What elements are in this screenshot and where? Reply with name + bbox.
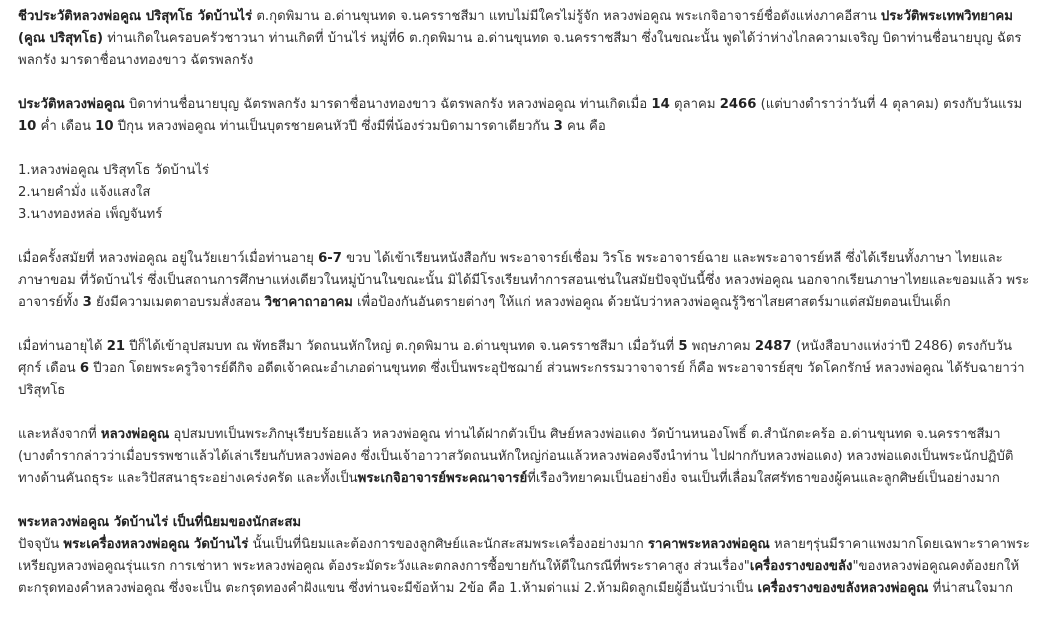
text-segment: ต.กุดพิมาน อ.ด่านขุนทด จ.นครราชสีมา แทบไม่มีใครไม่รู้จัก หลวงพ่อคูณ พระเกจิอาจารย์ชื่อดังแห่งภาคอีสาน — [252, 9, 881, 24]
list-item: 1.หลวงพ่อคูณ ปริสุทโธ วัดบ้านไร่ — [18, 163, 210, 178]
text-segment: ที่เรืองวิทยาคมเป็นอย่างยิ่ง จนเป็นที่เลื่อมใสศรัทธาของผู้คนและลูกศิษย์เป็นอย่างมาก — [527, 471, 1000, 486]
text-segment: ท่านเกิดในครอบครัวชาวนา ท่านเกิดที่ บ้านไร่ หมู่ที่6 ต.กุดพิมาน อ.ด่านขุนทด จ.นครราชสีมา ซึ่งในขณะนั้น พูดได้ว่าห่างไกลความเจริญ บิดาท่านชื่อนายบุญ ฉัตรพลกรัง มารดาชื่อนางทองขาว ฉัตรพลกรัง — [18, 31, 1022, 68]
text-segment: อุปสมบทเป็นพระภิกษุเรียบร้อยแล้ว หลวงพ่อคูณ ท่านได้ฝากตัวเป็น ศิษย์หลวงพ่อแดง วัดบ้านหนองโพธิ์ ต.สำนักตะคร้อ อ.ด่านขุนทด จ.นครราชสีมา (บางตำรากล่าวว่าเมื่อบรรพชาแล้วได้เล่าเรียนกับหลวงพ่อคง ซึ่งเป็นเจ้าอาวาสวัดถนนหักใหญ่ก่อนแล้วหลวงพ่อคงจึงนำท่าน ไปฝากกับหลวงพ่อแดง) หลวงพ่อแดงเป็นพระนักปฏิบัติทางด้านคันถธุระ และวิปัสสนาธุระอย่างเคร่งครัด และทั้งเป็น — [18, 427, 1014, 486]
list-item: 3.นางทองหล่อ เพ็ญจันทร์ — [18, 207, 163, 222]
paragraph-birth — [18, 94, 1032, 138]
text-segment: (หนังสือบางแห่งว่าปี 2486) ตรงกับวันศุกร์ เดือน — [18, 339, 1013, 376]
text-segment: เพื่อป้องกันอันตรายต่างๆ ให้แก่ หลวงพ่อคูณ ด้วยนับว่าหลวงพ่อคูณรู้วิชาไสยศาสตร์มาแต่สมัยตอนเป็นเด็ก — [352, 295, 951, 310]
text-segment: พฤษภาคม — [687, 339, 755, 354]
text-segment: และหลังจากที่ — [18, 427, 101, 442]
bold-phrase: เครื่องรางของขลัง — [749, 559, 853, 574]
bold-phrase: หลวงพ่อคูณ — [100, 427, 170, 442]
text-segment: ค่ำ เดือน — [36, 119, 96, 134]
text-segment: นั้นเป็นที่นิยมและต้องการของลูกศิษย์และนักสะสมพระเครื่องอย่างมาก — [248, 537, 648, 552]
paragraph-gap — [18, 490, 1032, 512]
bold-phrase: พระเครื่องหลวงพ่อคูณ วัดบ้านไร่ — [63, 537, 249, 552]
bold-title: ประวัติหลวงพ่อคูณ — [18, 97, 125, 112]
text-segment: ตุลาคม — [669, 97, 720, 112]
text-segment: คน คือ — [562, 119, 606, 134]
paragraph-gap — [18, 314, 1032, 336]
paragraph-ordination — [18, 336, 1032, 402]
paragraph-gap — [18, 138, 1032, 160]
text-segment: ปัจจุบัน — [18, 537, 64, 552]
paragraph-discipleship — [18, 424, 1032, 490]
list-item: 2.นายคำมั่ง แจ้งแสงใส — [18, 185, 151, 200]
paragraph-childhood — [18, 248, 1032, 314]
siblings-list — [18, 160, 1032, 226]
text-segment: ขวบ ได้เข้าเรียนหนังสือกับ พระอาจารย์เชื่อม วิรโธ พระอาจารย์ฉาย และพระอาจารย์หลี ซึ่งได้เรียนทั้งภาษา ไทยและภาษาขอม ที่วัดบ้านไร่ ซึ่งเป็นสถานการศึกษาแห่งเดียวในหมู่บ้านในขณะนั้น มิได้มีโรงเรียนทำการสอนเช่นในสมัยปัจจุบันนี้ซึ่ง หลวงพ่อคูณ นอกจากเรียนภาษาไทยและขอมแล้ว พระอาจารย์ทั้ง — [18, 251, 1030, 310]
bold-phrase: วิชาคาถาอาคม — [264, 295, 353, 310]
text-segment: บิดาท่านชื่อนายบุญ ฉัตรพลกรัง มารดาชื่อนางทองขาว ฉัตรพลกรัง หลวงพ่อคูณ ท่านเกิดเมื่อ — [124, 97, 652, 112]
text-segment: "ของหลวงพ่อคูณคงต้องยกให้ ตะกรุดทองคำหลวงพ่อคูณ ซึ่งจะเป็น ตะกรุดทองคำฝังแขน ซึ่งท่านจะมีข้อห้าม 2ข้อ คือ 1.ห้ามด่าแม่ 2.ห้ามผิดลูกเมียผู้อื่นนับว่าเป็น — [18, 559, 1020, 596]
bold-number: 2466 — [719, 97, 757, 112]
text-segment: ปีวอก โดยพระครูวิจารย์ดีกิจ อดีตเจ้าคณะอำเภอด่านขุนทด ซึ่งเป็นพระอุปัชฌาย์ ส่วนพระกรรมวาจาจารย์ ก็คือ พระอาจารย์สุข วัดโคกรักษ์ หลวงพ่อคูณ ได้รับฉายาว่า ปริสุทโธ — [18, 361, 1025, 398]
bold-number: 6-7 — [318, 251, 342, 266]
bold-number: 21 — [106, 339, 126, 354]
bold-number: 10 — [95, 119, 114, 134]
paragraph-intro — [18, 6, 1032, 72]
bold-number: 14 — [651, 97, 670, 112]
article-body — [18, 6, 1032, 600]
bold-number: 2487 — [754, 339, 792, 354]
text-segment: ที่น่าสนใจมาก — [928, 581, 1014, 596]
bold-number: 6 — [79, 361, 90, 376]
text-segment: ปีก็ได้เข้าอุปสมบท ณ พัทธสีมา วัดถนนหักใหญ่ ต.กุดพิมาน อ.ด่านขุนทด จ.นครราชสีมา เมื่อวันที่ — [125, 339, 679, 354]
paragraph-gap — [18, 72, 1032, 94]
bold-number: 3 — [553, 119, 563, 134]
text-segment: ยังมีความเมตตาอบรมสั่งสอน — [91, 295, 265, 310]
paragraph-gap — [18, 402, 1032, 424]
bold-phrase: ราคาพระหลวงพ่อคูณ — [647, 537, 770, 552]
bold-title: ชีวประวัติหลวงพ่อคูณ ปริสุทโธ วัดบ้านไร่ — [18, 9, 253, 24]
bold-number: 3 — [82, 295, 92, 310]
text-segment: เมื่อท่านอายุได้ — [18, 339, 107, 354]
paragraph-gap — [18, 226, 1032, 248]
bold-number: 10 — [18, 119, 37, 134]
paragraph-collectors — [18, 534, 1032, 600]
bold-phrase: เครื่องรางของขลังหลวงพ่อคูณ — [757, 581, 929, 596]
text-segment: หลายๆรุ่นมีราคาแพงมากโดยเฉพาะราคาพระ เหรียญหลวงพ่อคูณรุ่นแรก การเช่าหา พระหลวงพ่อคูณ ต้องระมัดระวังและตกลงการซื้อขายกันให้ดีในกรณีที่พระราคาสูง ส่วนเรื่อง" — [18, 537, 1030, 574]
bold-heading: พระหลวงพ่อคูณ วัดบ้านไร่ เป็นที่นิยมของนักสะสม — [18, 515, 302, 530]
text-segment: (แต่บางตำราว่าวันที่ 4 ตุลาคม) ตรงกับวันแรม — [756, 97, 1023, 112]
bold-subtitle: ประวัติพระเทพวิทยาคม (คูณ ปริสุทโธ) — [18, 9, 1013, 46]
text-segment: เมื่อครั้งสมัยที่ หลวงพ่อคูณ อยู่ในวัยเยาว์เมื่อท่านอายุ — [18, 251, 319, 266]
bold-number: 5 — [678, 339, 688, 354]
bold-phrase: พระเกจิอาจารย์พระคณาจารย์ — [357, 471, 528, 486]
section-heading — [18, 512, 1032, 534]
text-segment: ปีกุน หลวงพ่อคูณ ท่านเป็นบุตรชายคนหัวปี ซึ่งมีพี่น้องร่วมบิดามารดาเดียวกัน — [113, 119, 554, 134]
